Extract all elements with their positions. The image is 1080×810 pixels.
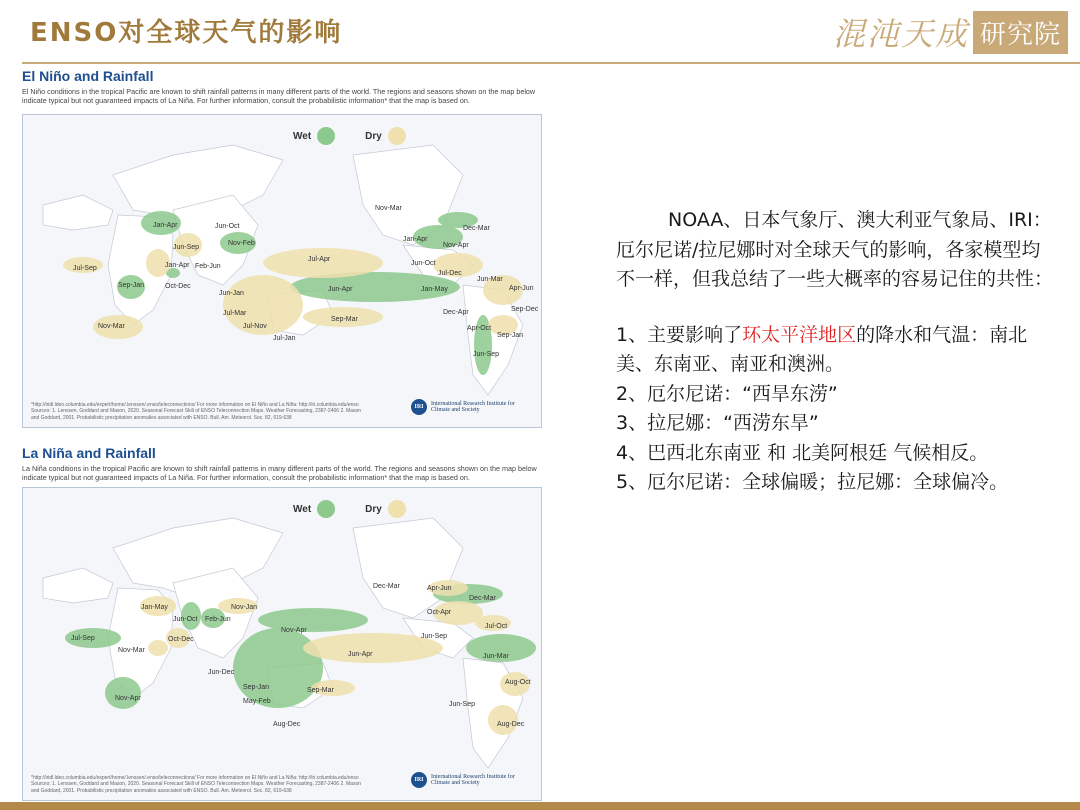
region-label: Jun-Jan: [219, 290, 244, 297]
dry-swatch: [388, 500, 406, 518]
logo: [833, 10, 1068, 54]
region-label: Jun-Dec: [208, 669, 235, 676]
el-nino-heading: El Niño and Rainfall: [22, 68, 154, 84]
note-4: 4、巴西北东南亚 和 北美阿根廷 气候相反。: [616, 441, 989, 464]
region-label: Jul-Nov: [243, 323, 267, 330]
el-nino-footnote: *http://iridl.ldeo.columbia.edu/expert/home/.lenssen/.enso/teleconnections/ For more information on El Niño and La Niña: http://iri.columbia.edu/enso Sources: 1. Lenssen, Goddard and Mason, 2020. Seasonal Forecast Skill of ENSO Teleconnection Maps. Weather Forecasting, 2387-2406 2. Mason and Goddard, 2001. Probabilistic precipitation anomalies associated with ENSO. Bull. Am. Meteorol. Soc. 82, 619-638: [31, 401, 362, 421]
region-label: Sep-Mar: [307, 687, 334, 694]
region-label: Jan-Apr: [153, 222, 178, 229]
note-3: 3、拉尼娜：“西涝东旱”: [616, 412, 819, 434]
footer-bar: [0, 802, 1080, 810]
region-label: Jun-Apr: [348, 651, 373, 658]
note-2: 2、厄尔尼诺：“西旱东涝”: [616, 382, 838, 405]
logo-box: 研究院: [973, 11, 1068, 54]
note-1-suffix: 的降水和气温：南北美、东南亚、南亚和澳洲。: [616, 323, 1028, 375]
region-label: Jul-Sep: [73, 265, 97, 272]
iri-name: International Research Institute for Climate and Society: [431, 401, 515, 413]
region-label: Jul-Dec: [438, 270, 462, 277]
slide-title: ENSO对全球天气的影响: [30, 18, 343, 48]
region-label: Jul-Jan: [273, 335, 296, 342]
note-1-highlight: 环太平洋地区: [742, 323, 857, 346]
note-1-prefix: 1、主要影响了: [616, 323, 743, 346]
region-label: Jan-Apr: [403, 236, 428, 243]
iri-icon: IRI: [411, 772, 427, 788]
region-label: Jun-Sep: [449, 701, 476, 708]
region-label: Nov-Apr: [443, 242, 469, 249]
region-label: Jul-Mar: [223, 310, 247, 317]
region-label: Sep-Jan: [243, 684, 270, 691]
region-label: Jul-Oct: [485, 623, 508, 630]
region-label: Nov-Mar: [375, 205, 402, 212]
summary-notes: [616, 206, 1056, 498]
region-label: Jun-Mar: [477, 276, 503, 283]
region-label: Feb-Jun: [205, 616, 231, 623]
region-label: Dec-Apr: [443, 309, 469, 316]
el-nino-description: El Niño conditions in the tropical Pacific are known to shift rainfall patterns in many different parts of the world. The regions and seasons shown on the map below indicate typical but not guaranteed impacts of La Niña. For further information, consult the probabilistic information* that the map is based on.: [22, 87, 536, 105]
region-label: Jan-Apr: [165, 262, 190, 269]
region-label: Aug-Oct: [505, 679, 531, 686]
header-divider: [22, 62, 1080, 64]
el-nino-map: [22, 114, 542, 428]
la-nina-iri-logo: [411, 772, 521, 788]
wet-swatch: [317, 500, 335, 518]
region-label: Sep-Jan: [497, 332, 524, 339]
region-label: Aug-Dec: [273, 721, 301, 728]
dry-swatch: [388, 127, 406, 145]
la-nina-map: [22, 487, 542, 801]
note-5: 5、厄尔尼诺：全球偏暖；拉尼娜：全球偏冷。: [616, 471, 1009, 493]
region-label: Nov-Mar: [118, 647, 145, 654]
region-label: Aug-Dec: [497, 721, 525, 728]
region-label: Dec-Mar: [469, 595, 496, 602]
region-label: Oct-Dec: [165, 283, 191, 290]
notes-intro: NOAA、日本气象厅、澳大利亚气象局、IRI：厄尔尼诺/拉尼娜时对全球天气的影响，各家模型均不一样，但我总结了一些大概率的容易记住的共性：: [616, 209, 1054, 290]
region-label: Sep-Jan: [118, 282, 145, 289]
region-label: Jan-May: [141, 604, 168, 611]
region-label: Apr-Jun: [427, 585, 452, 592]
legend-dry-label: Dry: [365, 130, 382, 142]
legend-dry-label: Dry: [365, 503, 382, 515]
region-label: Apr-Oct: [467, 325, 492, 332]
region-label: Sep-Mar: [331, 316, 358, 323]
la-nina-legend: [293, 500, 406, 518]
la-nina-footnote: *http://iridl.ldeo.columbia.edu/expert/home/.lenssen/.enso/teleconnections/ For more information on El Niño and La Niña: http://iri.columbia.edu/enso Sources: 1. Lenssen, Goddard and Mason, 2020. Seasonal Forecast Skill of ENSO Teleconnection Maps. Weather Forecasting, 2387-2406 2. Mason and Goddard, 2001. Probabilistic precipitation anomalies associated with ENSO. Bull. Am. Meteorol. Soc. 82, 619-638: [31, 774, 362, 794]
legend-wet-label: Wet: [293, 130, 312, 142]
region-label: Jun-Mar: [483, 653, 509, 660]
region-label: Jun-Apr: [328, 286, 353, 293]
el-nino-section: [22, 68, 542, 421]
el-nino-iri-logo: [411, 399, 521, 415]
region-label: Jul-Sep: [71, 635, 95, 642]
region-label: Jun-Sep: [421, 633, 448, 640]
logo-script: 混沌天成: [832, 15, 969, 53]
region-label: Apr-Jun: [509, 285, 534, 292]
region-label: Sep-Dec: [511, 306, 539, 313]
iri-name: International Research Institute for Climate and Society: [431, 774, 515, 786]
la-nina-section: [22, 445, 542, 794]
region-label: Nov-Feb: [228, 240, 255, 247]
region-label: Nov-Mar: [98, 323, 125, 330]
region-label: Jun-Sep: [473, 351, 500, 358]
slide-header: [0, 0, 1080, 64]
region-label: Jun-Sep: [173, 244, 200, 251]
region-label: May-Feb: [243, 698, 271, 705]
region-label: Oct-Apr: [427, 609, 452, 616]
note-1: [616, 321, 1056, 380]
el-nino-legend: [293, 127, 406, 145]
region-label: Oct-Dec: [168, 636, 194, 643]
legend-wet-label: Wet: [293, 503, 312, 515]
la-nina-description: La Niña conditions in the tropical Pacific are known to shift rainfall patterns in many different parts of the world. The regions and seasons shown on the map below indicate typical but not guaranteed impacts of La Niña. For further information, consult the probabilistic information* that the map is based on.: [22, 464, 537, 482]
el-nino-map-svg: [23, 115, 541, 427]
region-label: Jan-May: [421, 286, 448, 293]
region-label: Jun-Oct: [411, 260, 436, 267]
region-label: Feb-Jun: [195, 263, 221, 270]
wet-swatch: [317, 127, 335, 145]
iri-icon: IRI: [411, 399, 427, 415]
region-label: Nov-Apr: [115, 695, 141, 702]
la-nina-map-svg: [23, 488, 541, 800]
region-label: Jun-Oct: [173, 616, 198, 623]
region-label: Nov-Jan: [231, 604, 258, 611]
la-nina-heading: La Niña and Rainfall: [22, 445, 156, 461]
region-label: Nov-Apr: [281, 627, 307, 634]
region-label: Jun-Oct: [215, 223, 240, 230]
region-label: Dec-Mar: [463, 225, 490, 232]
region-label: Dec-Mar: [373, 583, 400, 590]
region-label: Jul-Apr: [308, 256, 331, 263]
